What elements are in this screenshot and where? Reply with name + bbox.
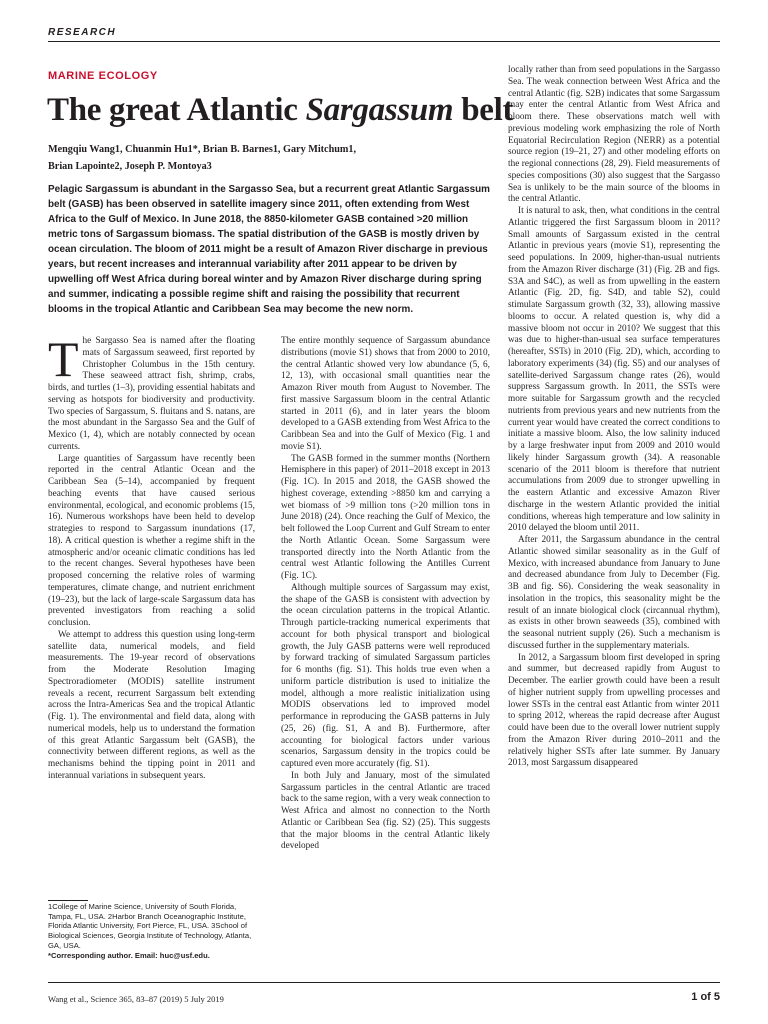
- footer-rule: [48, 982, 720, 983]
- section-label: MARINE ECOLOGY: [48, 70, 158, 82]
- body-paragraph: We attempt to address this question using long-term satellite data, numerical models, and field measurements. The 19-year record of observations from the Moderate Resolution Imaging Spectroradiometer (MODIS) satellite instrument reveals a recent, recurrent Sargassum belt extending across the Intra-Americas Sea and the tropical Atlantic (Fig. 1). The environmental and field data, along with numerical models, help us to understand the formation of this great Atlantic Sargassum belt (GASB), the connectivity between different regions, as well as the mechanisms behind the tipping point in 2011 and interannual variations in subsequent years.: [48, 629, 255, 781]
- author-list: [48, 141, 488, 175]
- header-rule: [48, 41, 720, 42]
- body-column-3: [508, 65, 720, 770]
- body-paragraph: Although multiple sources of Sargassum may exist, the shape of the GASB is consistent with advection by the ocean circulation patterns in the tropical Atlantic. Through particle-tracking numerical experiments that account for both physical transport and biological growth, the July GASB patterns were well reproduced by forward tracking of simulated Sargassum particles for 6 months (fig. S1). This holds true even when a uniform particle distribution is used to initialize the model, although a more realistic initialization using MODIS observations led to improved model performance in reproducing the GASB patterns in July (25, 26) (fig. S1, A and B). Furthermore, after accounting for biological factors under various scenarios, Sargassum density in the tropics could be captured even more accurately (fig. S1).: [281, 582, 490, 769]
- body-paragraph: In 2012, a Sargassum bloom first developed in spring and summer, but decreased rapidly from August to December. The earlier growth could have been a result of higher nutrient supply from upwelling processes and lower SSTs in the central east Atlantic from winter 2011 to spring 2012, whereas the rapid decrease after August could have been due to the overall lower nutrient supply from the Amazon River during 2010–2011 and the relatively higher SSTs after late summer. By January 2013, most Sargassum disappeared: [508, 652, 720, 769]
- body-paragraph: In both July and January, most of the simulated Sargassum particles in the central Atlantic are traced back to the same region, with a very weak connection to West Africa and almost no connection to the North Atlantic or Caribbean Sea (fig. S2) (25). This suggests that the major blooms in the central Atlantic likely developed: [281, 770, 490, 852]
- drop-cap: T: [48, 331, 79, 387]
- footnotes: [48, 902, 258, 960]
- body-paragraph: The GASB formed in the summer months (Northern Hemisphere in this paper) of 2011–2018 except in 2013 (Fig. 1C). In 2015 and 2018, the GASB showed the highest coverage, extending >8850 km and carrying a wet biomass of >9 million tons (>20 million tons in June 2018) (24). Once reaching the Gulf of Mexico, the belt followed the Loop Current and Gulf Stream to enter the North Atlantic Ocean. Some Sargassum were transported directly into the North Atlantic from the central west Atlantic following the Antilles Current (Fig. 1C).: [281, 453, 490, 581]
- body-paragraph: It is natural to ask, then, what conditions in the central Atlantic triggered the first Sargassum bloom in 2011? Small amounts of Sargassum existed in the central Atlantic in previous years (movie S1), representing the seed populations. In 2009, higher-than-usual nutrients from the Amazon River discharge (31) (Fig. 2B and figs. S3A and S4C), as well as from upwelling in the eastern Atlantic (Fig. 2D, fig. S4D, and table S2), could stimulate Sargassum growth (32, 33), allowing massive blooms to occur. A related question is, why did a massive bloom not occur in 2010? We suggest that this was due to higher-than-usual sea surface temperatures (hereafter, SSTs) in 2010 (Fig. 2D), which, according to laboratory experiments (34) (fig. S5) and our analyses of satellite-derived Sargassum change rates (26), would suppress Sargassum growth. In 2011, the SSTs were more suitable for Sargassum growth and the recycled nutrients from previous years and new nutrients from the current year would have created the correct conditions to initiate a massive bloom. Also, the low salinity induced by a large freshwater input from 2009 and 2010 would likely hinder Sargassum growth (34). A reasonable scenario of the 2011 bloom is therefore that nutrient accumulations from 2009 due to stronger upwelling in the eastern Atlantic and excessive Amazon River discharge in the western Atlantic provided the initial conditions, whereas high temperature and low salinity in 2010 delayed the bloom until 2011.: [508, 206, 720, 534]
- footnote-rule: [48, 900, 88, 901]
- body-paragraph: The Sargasso Sea is named after the floating mats of Sargassum seaweed, first reported by Christopher Columbus in the 15th century. These seaweed attract fish, shrimp, crabs, birds, and turtles (1–3), providing essential habitats and serving as hotspots for biodiversity and productivity. Two species of Sargassum, S. fluitans and S. natans, are the most abundant in the Sargasso Sea and the Gulf of Mexico (1, 4), which are notably connected by ocean currents.: [48, 331, 256, 452]
- body-column-2: [281, 336, 490, 853]
- body-column-1: [48, 331, 256, 783]
- body-paragraph: After 2011, the Sargassum abundance in the central Atlantic showed similar seasonality as in the Gulf of Mexico, with increased abundance from January to June and decreased abundance from July to December (Fig. 3B and fig. S6). Considering the weak seasonality in insolation in the tropics, this seasonality might be the result of an innate biological clock (circannual rhythm), as exists in other brown seaweeds (35), combined with the seasonal nutrient supply (26). Such a mechanism is discussed further in the supplementary materials.: [508, 535, 720, 651]
- article-title: The great Atlantic Sargassum belt: [47, 92, 514, 128]
- citation: Wang et al., Science 365, 83–87 (2019) 5 July 2019: [48, 994, 224, 1004]
- page-number: 1 of 5: [691, 991, 720, 1003]
- abstract: Pelagic Sargassum is abundant in the Sargasso Sea, but a recurrent great Atlantic Sargassum belt (GASB) has been observed in satellite imagery since 2011, often extending from West Africa to the Gulf of Mexico. In June 2018, the 8850-kilometer GASB contained >20 million metric tons of Sargassum biomass. The spatial distribution of the GASB is mostly driven by ocean circulation. The bloom of 2011 might be a result of Amazon River discharge in previous years, but recent increases and interannual variability after 2011 appear to be driven by upwelling off West Africa during boreal winter and by Amazon River discharge during spring and summer, indicating a possible regime shift and raising the possibility that recurrent blooms in the tropical Atlantic and Caribbean Sea may become the new norm.: [48, 184, 490, 315]
- authors-line-2: Brian Lapointe2, Joseph P. Montoya3: [48, 161, 212, 172]
- body-paragraph: The entire monthly sequence of Sargassum abundance distributions (movie S1) shows that from 2000 to 2010, the central Atlantic showed very low abundance (5, 6, 12, 13), with occasional small quantities near the Amazon River mouth from August to November. The first massive Sargassum bloom in the central Atlantic started in 2011 (6), and in later years the bloom developed to a GASB extending from West Africa to the Caribbean Sea and into the Gulf of Mexico (Fig. 1 and movie S1).: [281, 336, 490, 452]
- affiliations: 1College of Marine Science, University of South Florida, Tampa, FL, USA. 2Harbor Branch Oceanographic Institute, Florida Atlantic University, Fort Pierce, FL, USA. 3School of Biological Sciences, Georgia Institute of Technology, Atlanta, GA, USA.: [48, 902, 252, 950]
- body-paragraph: Large quantities of Sargassum have recently been reported in the central Atlantic Ocean and the Caribbean Sea (5–14), accompanied by frequent beaching events that have caused serious environmental, ecological, and economic problems (15, 16). Numerous workshops have been held to develop strategies to respond to Sargassum inundations (17, 18). A critical question is whether a regime shift in the atmospheric and/or oceanic climatic conditions has led to the recent changes. Several hypotheses have been proposed concerning the relative roles of warming temperatures, climate change, and nutrient enrichment (19–23), but the lack of large-scale Sargassum data has prevented investigators from reaching a solid conclusion.: [48, 453, 255, 628]
- corresponding-author: *Corresponding author. Email: huc@usf.edu.: [48, 950, 210, 960]
- title-italic-genus: Sargassum: [305, 92, 454, 128]
- body-paragraph: locally rather than from seed populations in the Sargasso Sea. The weak connection between West Africa and the central Atlantic (fig. S2B) indicates that some Sargassum may enter the central Atlantic from West Africa and bloom there. These observations match well with previous modeling work emphasizing the role of North Equatorial Recirculation Region (NERR) as a potential source region (19–21, 27) and other modeling efforts on the regional connections (28, 29). Field measurements of species compositions (30) also suggest that the Sargasso Sea is unlikely to be the main source of the blooms in the central Atlantic.: [508, 65, 720, 205]
- journal-section-header: RESEARCH: [48, 27, 117, 38]
- authors-line-1: Mengqiu Wang1, Chuanmin Hu1*, Brian B. Barnes1, Gary Mitchum1,: [48, 144, 357, 155]
